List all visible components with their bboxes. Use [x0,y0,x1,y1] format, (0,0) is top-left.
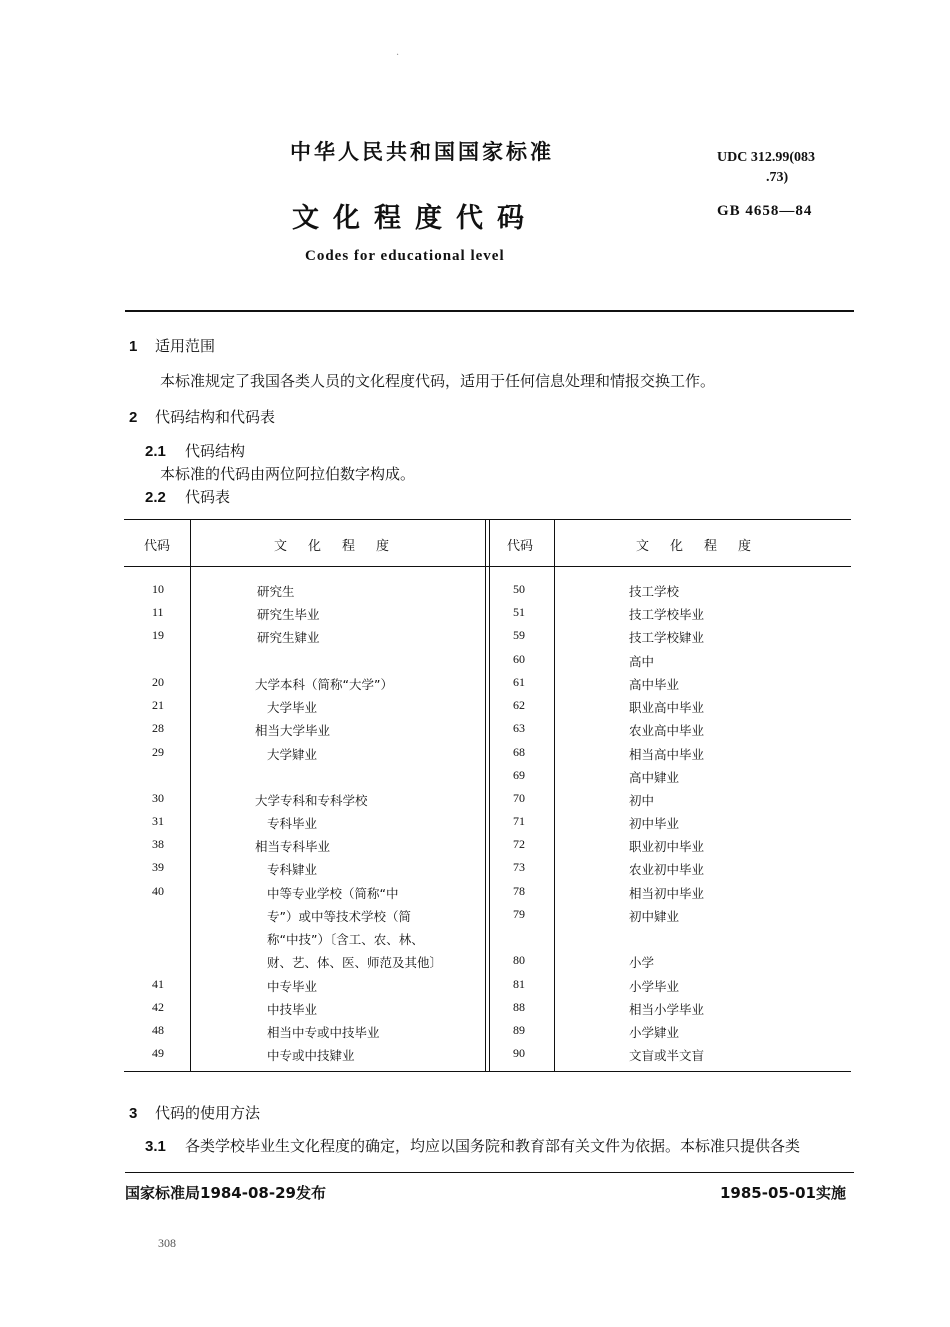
section-title: 代码的使用方法 [155,1104,261,1122]
level-cell: 称“中技”）〔含工、农、林、 [267,932,424,947]
standard-title: 文化程度代码 [292,203,538,234]
code-cell: 11 [152,605,164,619]
code-cell: 89 [513,1023,525,1037]
section-1-text: 本标准规定了我国各类人员的文化程度代码，适用于任何信息处理和情报交换工作。 [160,372,716,390]
code-cell: 50 [513,582,525,596]
code-cell: 59 [513,628,525,642]
level-cell: 专科毕业 [267,816,318,831]
level-cell: 高中毕业 [629,677,680,692]
subsection-text: 各类学校毕业生文化程度的确定，均应以国务院和教育部有关文件为依据。本标准只提供各类 [185,1137,801,1155]
section-number: 2 [129,409,138,426]
code-cell: 80 [513,953,525,967]
udc-code: UDC 312.99(083 [717,150,815,165]
level-cell: 大学肄业 [267,747,318,762]
section-2-heading [129,406,275,427]
level-cell: 专”）或中等技术学校（简 [267,909,411,924]
level-cell: 技工学校 [629,584,680,599]
level-cell: 中专或中技肄业 [267,1048,355,1063]
code-cell: 63 [513,721,525,735]
code-cell: 81 [513,977,525,991]
code-cell: 68 [513,745,525,759]
level-cell: 小学毕业 [629,979,680,994]
code-cell: 21 [152,698,164,712]
level-cell: 中专毕业 [267,979,318,994]
header-level-right: 文 化 程 度 [636,539,756,554]
level-cell: 相当初中毕业 [629,886,705,901]
code-cell: 78 [513,884,525,898]
level-cell: 财、艺、体、医、师范及其他〕 [267,955,443,970]
page-number: 308 [158,1236,176,1250]
section-1-heading [129,335,215,356]
subsection-number: 3.1 [145,1138,166,1155]
code-cell: 10 [152,582,164,596]
level-cell: 初中 [629,793,655,808]
level-cell: 研究生 [257,584,295,599]
effective-date: 1985-05-01实施 [720,1184,846,1202]
code-cell: 51 [513,605,525,619]
level-cell: 技工学校毕业 [629,607,705,622]
header-code-left: 代码 [144,539,171,554]
level-cell: 职业初中毕业 [629,839,705,854]
code-cell: 31 [152,814,164,828]
code-cell: 88 [513,1000,525,1014]
subsection-number: 2.2 [145,489,166,506]
level-cell: 大学毕业 [267,700,318,715]
code-cell: 20 [152,675,164,689]
section-2-1-heading [145,440,245,461]
level-cell: 文盲或半文盲 [629,1048,705,1063]
level-cell: 相当中专或中技毕业 [267,1025,380,1040]
code-cell: 28 [152,721,164,735]
subsection-number: 2.1 [145,443,166,460]
section-number: 3 [129,1105,138,1122]
level-cell: 高中肄业 [629,770,680,785]
code-cell: 71 [513,814,525,828]
code-cell: 61 [513,675,525,689]
level-cell: 相当高中毕业 [629,747,705,762]
code-cell: 69 [513,768,525,782]
table-bottom-rule [124,1071,851,1072]
level-cell: 职业高中毕业 [629,700,705,715]
level-cell: 相当大学毕业 [255,723,331,738]
issue-date: 国家标准局1984-08-29发布 [125,1184,326,1202]
code-cell: 40 [152,884,164,898]
code-cell: 73 [513,860,525,874]
level-cell: 技工学校肄业 [629,630,705,645]
level-cell: 小学肄业 [629,1025,680,1040]
section-3-heading [129,1102,260,1123]
udc-code-cont: .73) [766,170,789,185]
section-title: 适用范围 [155,337,216,355]
code-cell: 70 [513,791,525,805]
column-divider [485,519,486,1072]
table-top-rule [124,519,851,520]
level-cell: 大学专科和专科学校 [255,793,368,808]
header-level-left: 文 化 程 度 [274,539,394,554]
standard-title-english: Codes for educational level [305,248,505,264]
level-cell: 专科肄业 [267,862,318,877]
footer-rule [125,1172,854,1173]
code-table [124,519,851,1073]
section-3-1-text [145,1135,800,1156]
subsection-title: 代码结构 [185,442,246,460]
level-cell: 相当专科毕业 [255,839,331,854]
code-cell: 38 [152,837,164,851]
level-cell: 相当小学毕业 [629,1002,705,1017]
code-cell: 79 [513,907,525,921]
column-divider [554,519,555,1072]
code-cell: 29 [152,745,164,759]
scan-speck: · [396,50,400,61]
code-cell: 41 [152,977,164,991]
column-divider [489,519,490,1072]
level-cell: 大学本科（简称“大学”） [255,677,393,692]
level-cell: 中技毕业 [267,1002,318,1017]
header-rule [125,310,854,312]
header-code-right: 代码 [507,539,534,554]
level-cell: 初中肄业 [629,909,680,924]
table-header-rule [124,566,851,567]
code-cell: 72 [513,837,525,851]
level-cell: 小学 [629,955,655,970]
section-title: 代码结构和代码表 [155,408,276,426]
code-cell: 60 [513,652,525,666]
section-number: 1 [129,338,138,355]
code-cell: 49 [152,1046,164,1060]
code-cell: 42 [152,1000,164,1014]
level-cell: 研究生毕业 [257,607,320,622]
level-cell: 高中 [629,654,655,669]
level-cell: 中等专业学校（简称“中 [267,886,399,901]
level-cell: 初中毕业 [629,816,680,831]
level-cell: 农业高中毕业 [629,723,705,738]
gb-number: GB 4658—84 [717,203,813,219]
code-cell: 19 [152,628,164,642]
code-cell: 30 [152,791,164,805]
section-2-2-heading [145,486,230,507]
level-cell: 农业初中毕业 [629,862,705,877]
code-cell: 39 [152,860,164,874]
code-cell: 62 [513,698,525,712]
standard-org-title: 中华人民共和国国家标准 [290,140,554,164]
level-cell: 研究生肄业 [257,630,320,645]
column-divider [190,519,191,1072]
subsection-title: 代码表 [185,488,231,506]
code-cell: 48 [152,1023,164,1037]
code-cell: 90 [513,1046,525,1060]
section-2-1-text: 本标准的代码由两位阿拉伯数字构成。 [160,465,416,483]
